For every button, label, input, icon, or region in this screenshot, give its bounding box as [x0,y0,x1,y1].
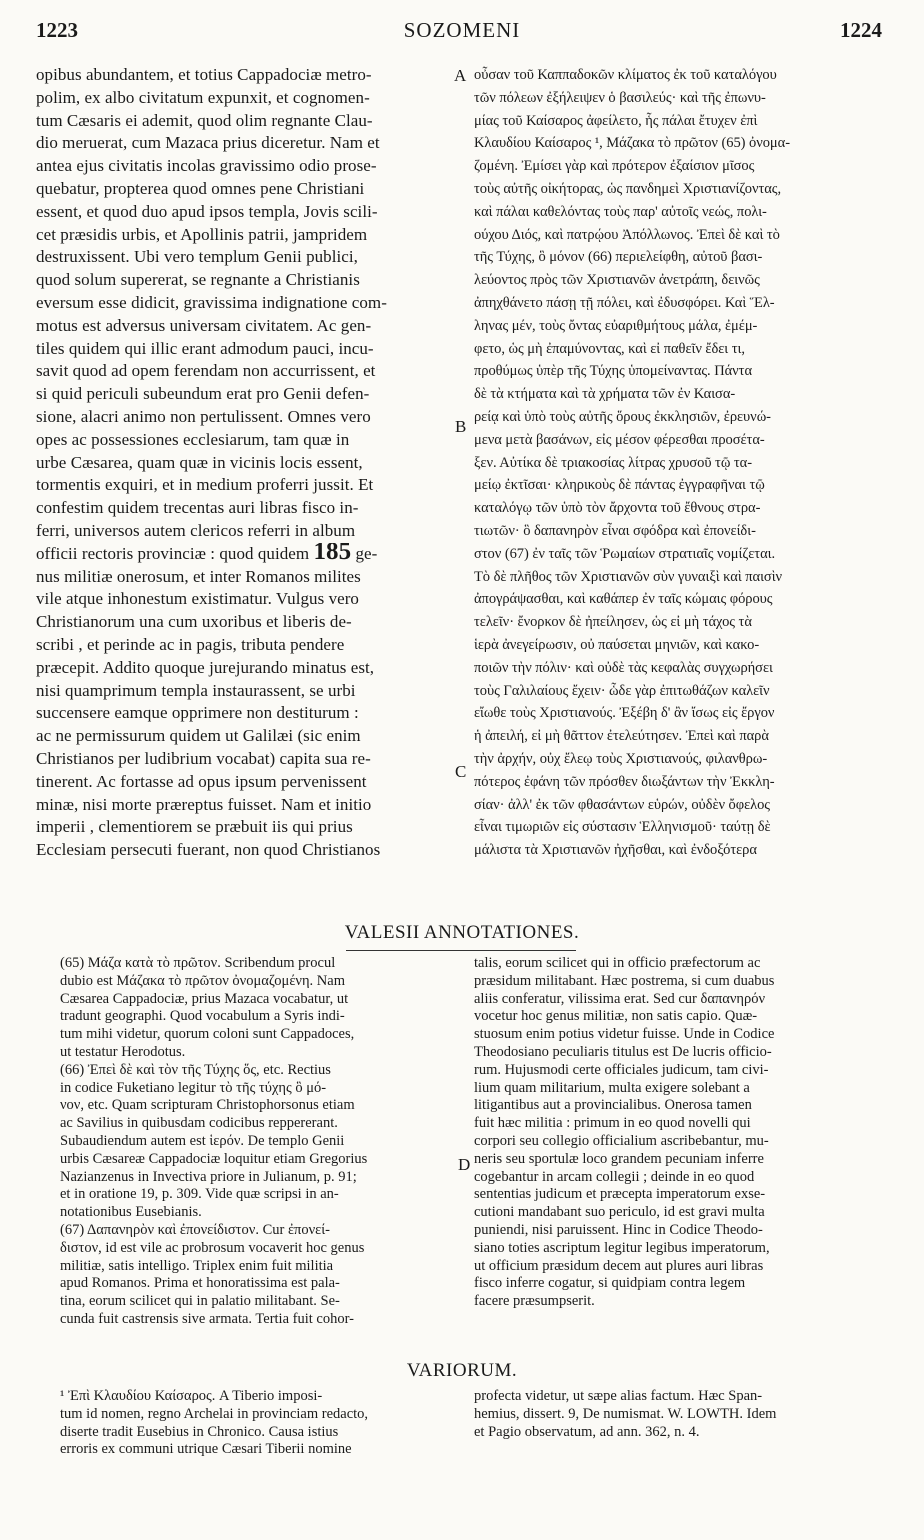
annotation-line: tradunt geographi. Quod vocabulum a Syris indi- [60,1008,345,1025]
variorum-line: profecta videtur, ut sæpe alias factum. Hæc Span- [474,1388,763,1404]
margin-mark-b: B [455,417,467,436]
latin-line: urbe Cæsarea, quam quæ in vicinis locis essent, [36,452,363,472]
annotation-line: apud Romanos. Prima et honoratissima est pala- [60,1275,340,1292]
greek-line: τοὺς αὐτῆς οἰκήτορας, ὡς πανδημεὶ Χριστιανίζοντας, [474,180,782,197]
latin-line: si quid periculi subeundum erat pro Genii defen- [36,384,370,404]
annotation-line: stuosum enim potius videtur fuisse. Unde in Codice [474,1026,775,1043]
heading-rule [346,950,576,951]
greek-line: ποιῶν τὴν πόλιν· καὶ οὐδὲ τὰς κεφαλὰς συγχωρήσει [474,659,773,676]
annotation-line: vocetur hoc genus militiæ, non satis capio. Quæ- [474,1008,758,1025]
latin-line: minæ, nisi morte præreptus fuisset. Nam et initio [36,794,372,814]
annotations-left [60,955,456,1329]
variorum-line: hemius, dissert. 9, De numismat. W. LOWTH. Idem [474,1405,777,1422]
greek-line: ληνας μέν, τοὺς ὄντας εὐαριθμήτους μάλα, ἐμέμ- [474,317,758,334]
latin-line: confestim quidem trecentas auri libras fisco in- [36,498,359,518]
annotation-line: urbis Cæsareæ Cappadociæ loquitur etiam Gregorius [60,1150,368,1167]
latin-line: motus est adversus universam civitatem. Ac gen- [36,315,372,335]
variorum-left [60,1388,456,1459]
annotation-line: puniendi, nisi paruissent. Hinc in Codice Theodo- [474,1221,763,1238]
annotation-line: facere præsumpserit. [474,1293,595,1310]
margin-mark-d: D [458,1155,471,1174]
latin-line: eversum esse didicit, gravissima indignatione com- [36,292,387,312]
annotations-heading: VALESII ANNOTATIONES. [344,922,580,943]
latin-line: cet præsidis urbis, et Apollinis patrii, jampridem [36,224,368,244]
greek-line: ούχου Διός, καὶ πατρῴου Ἀπόλλωνος. Ἐπεὶ δὲ καὶ τὸ [474,226,780,243]
annotation-line: Subaudiendum autem est ἱερόν. De templo Genii [60,1132,345,1149]
margin-mark-c: C [455,762,467,781]
greek-line: Τὸ δὲ πλῆθος τῶν Χριστιανῶν σὺν γυναιξὶ καὶ παισὶν [474,568,783,585]
annotation-line: aliis conferatur, vilissima erat. Sed cur δαπανηρόν [474,990,766,1007]
page-number-left: 1223 [36,18,78,42]
annotation-line: litigantibus aut a provincialibus. Onerosa tamen [474,1097,752,1114]
latin-line: tinerent. Ac fortasse ad opus ipsum pervenissent [36,771,367,791]
variorum-heading: VARIORUM. [406,1360,518,1381]
annotation-line: (65) Μάζα κατὰ τὸ πρῶτον. Scribendum procul [60,955,336,971]
annotation-line: corpori seu collegio officialium ascribebantur, mu- [474,1132,769,1149]
greek-line: καταλόγῳ τῶν ὑπὸ τὸν ἄρχοντα τοῦ ἔθνους στρα- [474,500,761,517]
annotation-line: cunda fuit castrensis sive armata. Tertia fuit cohor- [60,1310,354,1327]
greek-line: στον (67) ἐν ταῖς τῶν Ῥωμαίων στρατιαῖς νομίζεται. [474,545,776,562]
greek-line: προθύμως ὑπὲρ τῆς Τύχης ὑπομείναντας. Πάντα [474,363,753,380]
annotation-line: lium quam militarium, multa exigere solebant a [474,1079,750,1096]
annotation-line: διστον, id est vile ac probrosum vocaverit hoc genus [60,1239,365,1256]
annotation-line: neris seu sportulæ loco grandem pecuniam inferre [474,1150,764,1167]
greek-line: τῆς Τύχης, ὃ μόνον (66) περιελείφθη, αὐτοῦ βασι- [474,249,763,266]
latin-column [36,64,454,862]
latin-line: nisi quamprimum templa instaurassent, se urbi [36,680,356,700]
annotation-line: et in oratione 19, p. 309. Vide quæ scripsi in an- [60,1186,339,1203]
page-number-right: 1224 [840,18,882,42]
greek-line: ἡ ἀπειλή, εἰ μὴ θᾶττον ἐτελεύτησεν. Ἐπεὶ καὶ παρὰ [474,728,769,745]
latin-line: Christianorum una cum uxoribus et liberis de- [36,612,352,632]
greek-line: τὴν ἀρχήν, οὐχ ἔλεῳ τοὺς Χριστιανούς, φιλανθρω- [474,750,768,767]
variorum-right [474,1388,892,1441]
running-title: SOZOMENI [403,18,521,42]
latin-line: opibus abundantem, et totius Cappadociæ metro- [36,65,372,84]
latin-line: præcepit. Addito quoque jurejurando minatus est, [36,657,375,677]
annotation-line: talis, eorum scilicet qui in officio præfectorum ac [474,955,761,971]
greek-line: εἶναι τιμωριῶν εἰς σύστασιν Ἑλληνισμοῦ· ταύτῃ δὲ [474,819,771,836]
greek-line: καὶ πάλαι καθελόντας τοὺς παρ' αὐτοῖς νεώς, πολι- [474,203,767,220]
annotation-line: Nazianzenus in Invectiva priore in Julianum, p. 91; [60,1168,357,1185]
latin-line: antea ejus civitatis incolas gravissimo odio prose- [36,156,377,176]
greek-line: μενα μετὰ βασάνων, εἰς μέσον φέρεσθαι προσέτα- [474,431,765,448]
latin-line: Christianos per ludibrium vocabat) capita sua re- [36,748,371,768]
latin-line-text: officii rectoris provinciæ : quod quidem [36,543,310,563]
annotation-line: notationibus Eusebianis. [60,1204,202,1221]
annotation-line: sententias judicum et præcepta imperatorum exse- [474,1186,766,1203]
annotation-line: fisco inferre cogatur, si quidpiam contra legem [474,1275,746,1292]
annotation-line: Cæsarea Cappadociæ, prius Mazaca vocabatur, ut [60,990,349,1007]
annotation-line: νον, etc. Quam scripturam Christophorsonus etiam [60,1097,355,1114]
greek-line: ἱερὰ ἀνεγείρωσιν, οὐ παύσεται μηνιῶν, καὶ κακο- [474,636,760,653]
column-number: 185 [313,542,352,565]
greek-line: τοὺς Γαλιλαίους ἔχειν· ὧδε γὰρ ἐπιτωθάζων καλεῖν [474,682,770,699]
latin-line: nus militiæ onerosum, et inter Romanos milites [36,566,361,586]
greek-line: ζομένη. Ἐμίσει γὰρ καὶ πρότερον ἐξαίσιον μῖσος [474,158,755,175]
variorum-line: diserte tradit Eusebius in Chronico. Causa istius [60,1423,339,1440]
greek-line: μάλιστα τὰ Χριστιανῶν ἠχῆσθαι, καὶ ἐνδοξότερα [474,842,757,859]
margin-mark-a: A [454,66,467,85]
greek-line: λεύοντος πρὸς τῶν Χριστιανῶν ἀνετράπη, δεινῶς [474,272,760,289]
greek-line: εἴωθε τοὺς Χριστιανούς. Ἐξέβη δ' ἂν ἴσως εἰς ἔργον [474,705,775,722]
latin-line: tiles quidem qui illic erant admodum pauci, incu- [36,338,374,358]
latin-line: dio meruerat, cum Mazaca prius diceretur. Nam et [36,133,380,153]
greek-line: σίαν· ἀλλ' ἐκ τῶν φθασάντων εὑρών, οὐδὲν ὄφελος [474,796,770,813]
latin-line: ac ne permissurum quidem ut Galilæi (sic enim [36,726,361,746]
page-header [0,14,924,46]
annotation-line: militiæ, satis intelligo. Triplex enim fuit militia [60,1257,334,1274]
greek-line: δὲ τὰ κτήματα καὶ τὰ χρήματα τῶν ἐν Καισα- [474,386,736,403]
variorum-line: tum id nomen, regno Archelai in provinciam redacto, [60,1405,369,1422]
latin-line: sione, alacri animo non pertulissent. Omnes vero [36,406,371,426]
annotations-right [474,955,892,1311]
annotation-line: tum mihi videtur, quorum coloni sunt Cappadoces, [60,1026,355,1043]
annotation-line: dubio est Μάζακα τὸ πρῶτον ὀνομαζομένη. Nam [60,972,345,989]
greek-line: πότερος ἐφάνη τῶν πρόσθεν διωξάντων τὴν Ἐκκλη- [474,773,775,790]
greek-line: τῶν πόλεων ἐξήλειψεν ὁ βασιλεύς· καὶ τῆς ἐπωνυ- [474,89,766,106]
latin-line: savit quod ad opem ferendam non accurrissent, et [36,361,376,381]
annotation-line: cogebantur in arcam collegii ; deinde in eo quod [474,1168,755,1185]
variorum-line: erroris ex communi utrique Cæsari Tiberii nomine [60,1441,352,1458]
annotation-line: siano toties ascriptum legitur legibus imperatorum, [474,1239,770,1256]
latin-line: quod solum supererat, se regnante a Christianis [36,270,360,290]
annotation-line: Theodosiano peculiaris titulus est De lucris officio- [474,1043,772,1060]
annotation-line: (66) Ἐπεὶ δὲ καὶ τὸν τῆς Τύχης ὅς, etc. Rectius [60,1061,331,1078]
annotation-line: (67) Δαπανηρὸν καὶ ἐπονείδιστον. Cur ἐπονεί- [60,1221,330,1238]
latin-line: Ecclesiam persecuti fuerant, non quod Christianos [36,840,381,860]
annotation-line: ac Savilius in quibusdam codicibus reppererant. [60,1115,338,1132]
latin-line: tum Cæsaris ei ademit, quod olim regnante Clau- [36,110,373,130]
annotation-line: cutioni mandabant suo periculo, id est gravi multa [474,1204,765,1221]
annotation-line: tina, eorum scilicet qui in palatio militabant. Se- [60,1293,340,1310]
annotation-line: præsidum militabant. Hæc postrema, si cum duabus [474,972,775,989]
annotation-line: ut testatur Herodotus. [60,1043,186,1060]
latin-line: destruxissent. Ubi vero templum Genii publici, [36,247,358,267]
latin-line: opes ac possessiones ecclesiarum, tam quæ in [36,429,350,449]
greek-line: ρείᾳ καὶ ὑπὸ τοὺς αὐτῆς ὅρους ἐκκλησιῶν, ἐρευνώ- [474,408,771,425]
latin-line: imperii , clementiorem se præbuit iis qui prius [36,817,353,837]
greek-line: Κλαυδίου Καίσαρος ¹, Μάζακα τὸ πρῶτον (65) ὀνομα- [474,135,790,152]
latin-line: succensere eamque opprimere non destiturum : [36,703,359,723]
greek-line: οὖσαν τοῦ Καππαδοκῶν κλίματος ἐκ τοῦ καταλόγου [474,67,777,83]
variorum-line: et Pagio observatum, ad ann. 362, n. 4. [474,1423,700,1440]
latin-line [36,543,454,566]
annotation-line: in codice Fuketiano legitur τὸ τῆς τύχης ὃ μό- [60,1079,327,1096]
greek-line: τελεῖν· ἔνορκον δὲ ἠπείλησεν, ὡς εἰ μὴ τάχος τὰ [474,614,752,631]
greek-line: μίας τοῦ Καίσαρος ἀφείλετο, ἧς πάλαι ἔτυχεν ἐπὶ [474,112,758,129]
annotation-line: fuit hæc militia : primum in eo quod novelli qui [474,1115,751,1132]
greek-line: φετο, ὡς μὴ ἐπαμύνοντας, καὶ εἰ παθεῖν ἔδει τι, [474,340,745,357]
variorum-line: ¹ Ἐπὶ Κλαυδίου Καίσαρος. A Tiberio imposi- [60,1388,323,1404]
greek-line: μείῳ ἐκτῖσαι· κληρικοὺς δὲ πάντας ἐγγραφῆναι τῷ [474,477,765,494]
greek-line: ἀπογράψασθαι, καὶ καθάπερ ἐν ταῖς κώμαις φόρους [474,591,773,608]
latin-line-text: ge- [355,543,378,563]
greek-line: τιωτῶν· ὃ δαπανηρὸν εἶναι σφόδρα καὶ ἐπονείδι- [474,522,756,539]
annotation-line: ut officium præsidum decem aut plures auri libras [474,1257,764,1274]
greek-line: ἀπηχθάνετο πάσῃ τῇ πόλει, καὶ ἐδυσφόρει. Καὶ Ἕλ- [474,294,775,311]
latin-line: scribi , et perinde ac in pagis, tributa pendere [36,634,345,654]
annotation-line: rum. Hujusmodi certe officiales judicum, tam civi- [474,1061,769,1078]
latin-line: polim, ex albo civitatum expunxit, et cognomen- [36,87,370,107]
latin-line: essent, et quod duo apud ipsos templa, Jovis scili- [36,201,378,221]
latin-line: quebatur, propterea quod omnes pene Christiani [36,178,365,198]
greek-line: ξεν. Αὐτίκα δὲ τριακοσίας λίτρας χρυσοῦ τῷ τα- [474,454,752,471]
latin-line: vile atque inhonestum existimatur. Vulgus vero [36,589,359,609]
greek-column [474,64,890,862]
latin-line: tormentis exquiri, et in medium proferri jussit. Et [36,475,374,495]
latin-line: ferri, universos autem clericos referri in album [36,520,356,540]
